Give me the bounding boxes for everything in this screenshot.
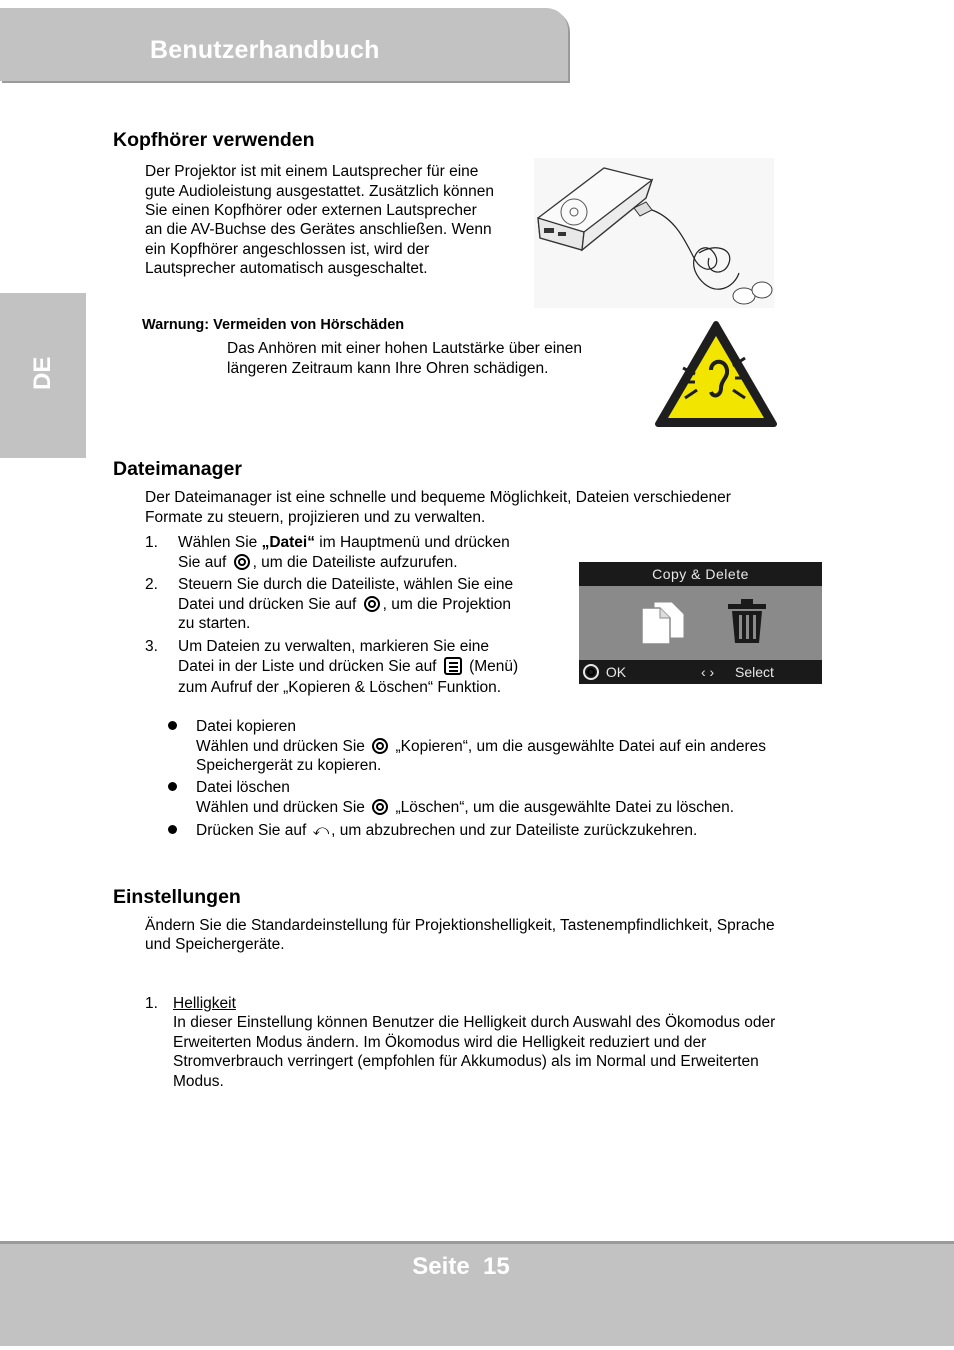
warning-title: Warnung: Vermeiden von Hörschäden [142, 317, 405, 333]
paragraph-line: Lautsprecher automatisch ausgeschaltet. [145, 260, 428, 277]
warning-line: Das Anhören mit einer hohen Lautstärke über einen [227, 340, 583, 357]
heading-einstellungen: Einstellungen [113, 886, 241, 908]
heading-kopfhoerer: Kopfhörer verwenden [113, 129, 315, 151]
screen-title: Copy & Delete [579, 562, 822, 586]
screen-select-label: Select [735, 664, 774, 680]
step-number: 3. [145, 638, 158, 655]
heading-dateimanager: Dateimanager [113, 458, 242, 480]
step2-line3: zu starten. [178, 615, 251, 632]
step3-line3: zum Aufruf der „Kopieren & Löschen“ Funktion. [178, 679, 502, 696]
screen-ok-icon [583, 664, 599, 680]
copy-icon [640, 598, 686, 646]
ok-icon [364, 596, 380, 612]
ok-icon [234, 554, 250, 570]
paragraph-line: Stromverbrauch verringert (empfohlen für Akkumodus) als im Normal und Erweiterten [173, 1053, 759, 1070]
step2-line2: Datei und drücken Sie auf , um die Projektion [178, 596, 512, 613]
menu-icon [444, 657, 462, 675]
language-tab-label: DE [29, 356, 56, 390]
page-number: Seite 15 [412, 1253, 510, 1280]
screen-ok-label: OK [605, 664, 627, 680]
item-number: 1. [145, 995, 158, 1012]
bullet2-title: Datei löschen [196, 779, 290, 796]
back-icon: ⤺ [312, 822, 330, 839]
warning-line: längeren Zeitraum kann Ihre Ohren schädigen. [227, 360, 549, 377]
step2-line1: Steuern Sie durch die Dateiliste, wählen Sie eine [178, 576, 514, 593]
paragraph-line: ein Kopfhörer angeschlossen ist, wird der [145, 241, 430, 258]
paragraph-line: gute Audioleistung ausgestattet. Zusätzlich können [145, 183, 494, 200]
bullet [168, 721, 177, 730]
paragraph-line: Modus. [173, 1073, 224, 1090]
paragraph-line: Der Dateimanager ist eine schnelle und bequeme Möglichkeit, Dateien verschiedener [145, 489, 731, 506]
step3-line2: Datei in der Liste und drücken Sie auf (Menü) [178, 658, 519, 675]
item-title-helligkeit: Helligkeit [173, 995, 236, 1012]
paragraph-line: Formate zu steuern, projizieren und zu verwalten. [145, 509, 486, 526]
ok-icon [372, 738, 388, 754]
paragraph-line: In dieser Einstellung können Benutzer die Helligkeit durch Auswahl des Ökomodus oder [173, 1014, 776, 1031]
paragraph-line: Erweiterten Modus ändern. Im Ökomodus wird die Helligkeit reduziert und der [173, 1034, 707, 1051]
step1-line1: Wählen Sie „Datei“ im Hauptmenü und drücken [178, 534, 510, 551]
paragraph-line: Sie einen Kopfhörer oder externen Lautsprecher [145, 202, 477, 219]
step1-line2: Sie auf , um die Dateiliste aufzurufen. [178, 554, 458, 571]
step3-line1: Um Dateien zu verwalten, markieren Sie eine [178, 638, 489, 655]
paragraph-line: und Speichergeräte. [145, 936, 285, 953]
paragraph-line: Ändern Sie die Standardeinstellung für Projektionshelligkeit, Tastenempfindlichkeit, Sprache [145, 917, 775, 934]
bullet1-line3: Speichergerät zu kopieren. [196, 757, 382, 774]
bullet [168, 825, 177, 834]
step-number: 1. [145, 534, 158, 551]
bullet2-line2: Wählen und drücken Sie „Löschen“, um die ausgewählte Datei zu löschen. [196, 799, 735, 816]
hearing-warning-icon [653, 318, 779, 430]
screen-bottom-bar [579, 660, 822, 684]
bullet3-line: Drücken Sie auf ⤺ , um abzubrechen und zur Dateiliste zurückzukehren. [196, 822, 698, 839]
step-number: 2. [145, 576, 158, 593]
bullet1-title: Datei kopieren [196, 718, 296, 735]
ok-icon [372, 799, 388, 815]
left-right-arrows-icon: ‹ › [701, 664, 715, 680]
trash-icon [727, 598, 767, 644]
bullet [168, 782, 177, 791]
header-title: Benutzerhandbuch [150, 36, 380, 64]
paragraph-line: an die AV-Buchse des Gerätes anschließen. Wenn [145, 221, 492, 238]
paragraph-line: Der Projektor ist mit einem Lautsprecher für eine [145, 163, 479, 180]
projector-headphones-illustration [534, 158, 774, 308]
bullet1-line2: Wählen und drücken Sie „Kopieren“, um die ausgewählte Datei auf ein anderes [196, 738, 766, 755]
